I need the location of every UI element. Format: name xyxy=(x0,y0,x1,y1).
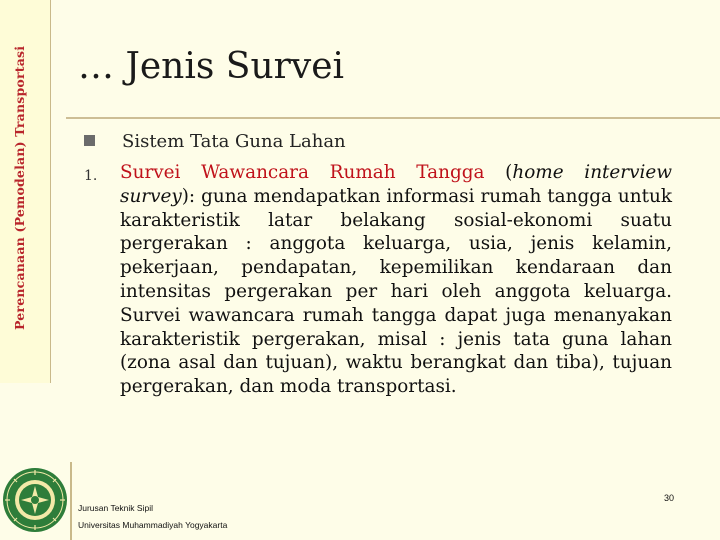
paren-open: ( xyxy=(484,162,513,183)
square-bullet-icon xyxy=(84,135,95,146)
page-number: 30 xyxy=(664,493,675,503)
item-term: home interview survey xyxy=(120,162,672,207)
footer-university: Universitas Muhammadiyah Yogyakarta xyxy=(78,520,228,530)
paren-close: ): xyxy=(181,185,196,207)
subheading: Sistem Tata Guna Lahan xyxy=(122,131,346,152)
footer-department: Jurusan Teknik Sipil xyxy=(78,503,153,513)
item-number: 1. xyxy=(84,168,98,184)
title-divider xyxy=(66,117,720,119)
university-seal-icon xyxy=(2,467,68,533)
footer-divider xyxy=(70,462,72,540)
item-paragraph xyxy=(120,161,672,399)
slide-title: … Jenis Survei xyxy=(78,46,345,87)
item-body: guna mendapatkan informasi rumah tangga untuk karakteristik latar belakang sosial-ekonomi suatu pergerakan : anggota keluarga, usia, jenis kelamin, pekerjaan, pendapatan, kepemilikan kendaraan dan intensitas pergerakan per hari oleh anggota keluarga. Survei wawancara rumah tangga dapat juga menanyakan karakteristik pergerakan, misal : jenis tata guna lahan (zona asal dan tujuan), waktu berangkat dan tiba), tujuan pergerakan, dan moda transportasi. xyxy=(120,185,672,398)
item-heading: Survei Wawancara Rumah Tangga xyxy=(120,162,485,183)
sidebar xyxy=(0,0,51,383)
sidebar-vertical-title: Perencanaan (Pemodelan) Transportasi xyxy=(12,45,27,330)
